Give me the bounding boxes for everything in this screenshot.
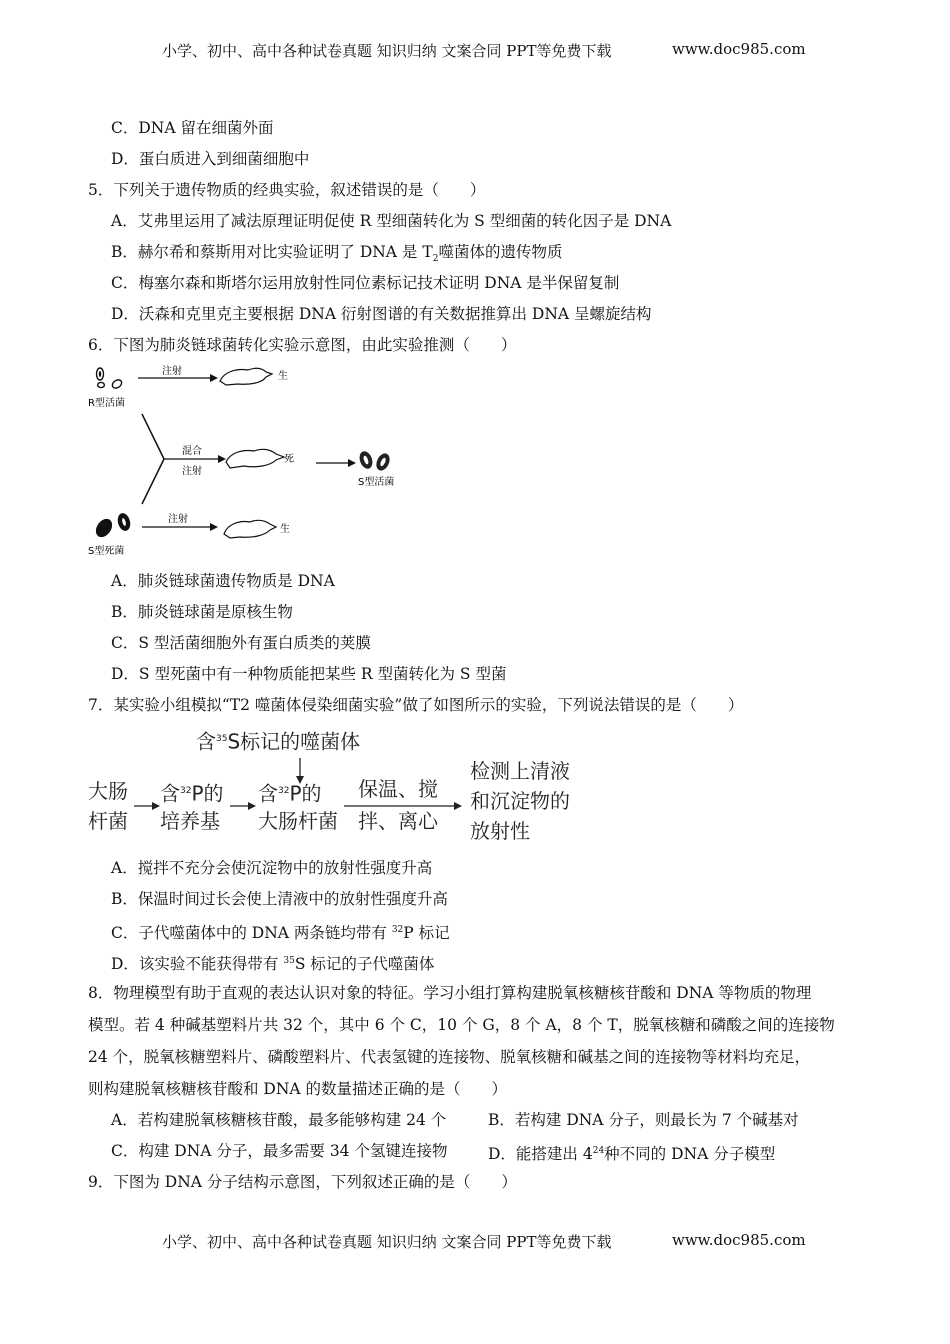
fig7-top-pre: 含 [196, 729, 216, 754]
q7-option-c [111, 919, 450, 944]
q6-option-b: B．肺炎链球菌是原核生物 [111, 603, 293, 621]
q7-stem: 7．某实验小组模拟“T2 噬菌体侵染细菌实验”做了如图所示的实验，下列说法错误的是（ ） [88, 696, 744, 714]
fig7-b5b: 和沉淀物的 [470, 789, 570, 813]
q8-option-b: B．若构建 DNA 分子，则最长为 7 个碱基对 [488, 1111, 799, 1129]
q8-option-a: A．若构建脱氧核糖核苷酸，最多能够构建 24 个 [111, 1111, 447, 1129]
page-header [162, 40, 612, 61]
q7-c-pre: C．子代噬菌体中的 DNA 两条链均带有 [111, 924, 392, 943]
s-dead-label: S型死菌 [88, 546, 125, 557]
arrowhead-icon [248, 802, 256, 810]
live-label-bottom: 生 [280, 524, 290, 535]
footer-text: 小学、初中、高中各种试卷真题 知识归纳 文案合同 PPT等免费下载 [162, 1233, 612, 1251]
fig7-b3b: 大肠杆菌 [258, 809, 338, 833]
fig7-b2a [160, 776, 224, 809]
inject-label-mid: 注射 [182, 466, 202, 477]
fig7-b4b: 拌、离心 [358, 809, 438, 833]
q5-option-d: D．沃森和克里克主要根据 DNA 衍射图谱的有关数据推算出 DNA 呈螺旋结构 [111, 305, 652, 323]
fig7-b1b: 杆菌 [88, 809, 128, 833]
r-bacteria-icon [97, 368, 124, 390]
q6-option-d: D．S 型死菌中有一种物质能把某些 R 型菌转化为 S 型菌 [111, 665, 507, 683]
footer-site[interactable] [672, 1231, 806, 1249]
q8-stem-line4: 则构建脱氧核糖核苷酸和 DNA 的数量描述正确的是（ ） [88, 1080, 508, 1098]
fig7-b3a [258, 776, 322, 809]
q7-d-sup: 35 [283, 956, 295, 966]
q8-option-c: C．构建 DNA 分子，最多需要 34 个氢键连接物 [111, 1142, 448, 1160]
q7-c-post: P 标记 [403, 924, 450, 943]
fig7-b5a: 检测上清液 [470, 759, 570, 783]
r-live-label: R型活菌 [88, 398, 125, 409]
q7-c-sup: 32 [391, 925, 404, 935]
fig7-b2a-pre: 含 [160, 781, 180, 806]
s-dead-bacteria-icon [93, 512, 133, 540]
page-footer [162, 1231, 612, 1252]
q6-stem: 6．下图为肺炎链球菌转化实验示意图，由此实验推测（ ） [88, 336, 517, 354]
q4-option-d: D．蛋白质进入到细菌细胞中 [111, 150, 310, 168]
q4-option-c: C．DNA 留在细菌外面 [111, 119, 274, 137]
q5-stem: 5．下列关于遗传物质的经典实验，叙述错误的是（ ） [88, 181, 486, 199]
mouse-icon [226, 449, 284, 468]
q8-d-pre: D．能搭建出 4 [488, 1145, 593, 1164]
q6-option-c: C．S 型活菌细胞外有蛋白质类的荚膜 [111, 634, 371, 652]
q7-d-post: S 标记的子代噬菌体 [294, 955, 435, 974]
header-site-link[interactable]: www.doc985.com [672, 40, 806, 58]
q8-d-post: 种不同的 DNA 分子模型 [604, 1145, 776, 1164]
fig7-b2a-sup: 32 [180, 786, 192, 796]
header-site[interactable] [672, 40, 806, 58]
fig7-b1a: 大肠 [88, 779, 128, 803]
inject-label-top: 注射 [162, 366, 182, 377]
q6-option-a: A．肺炎链球菌遗传物质是 DNA [111, 572, 335, 590]
inject-label-bottom: 注射 [168, 514, 188, 525]
q7-option-d [111, 950, 434, 975]
q5-option-c: C．梅塞尔森和斯塔尔运用放射性同位素标记技术证明 DNA 是半保留复制 [111, 274, 620, 292]
q6-figure [86, 362, 416, 562]
fig7-b3a-pre: 含 [258, 781, 278, 806]
fig7-top-sup: 35 [216, 734, 228, 744]
q5-option-a: A．艾弗里运用了减法原理证明促使 R 型细菌转化为 S 型细菌的转化因子是 DNA [111, 212, 672, 230]
q8-d-sup: 24 [592, 1146, 605, 1156]
fig7-b3a-post: P的 [289, 781, 322, 806]
fig7-b4a: 保温、搅 [358, 777, 438, 801]
live-label-top: 生 [278, 371, 288, 382]
dead-label: 死 [284, 454, 294, 465]
fig7-b2a-post: P的 [191, 781, 224, 806]
s-live-bacteria-icon [357, 449, 392, 472]
mix-label: 混合 [182, 446, 202, 457]
fig7-b2b: 培养基 [160, 809, 220, 833]
q8-stem-line1: 8．物理模型有助于直观的表达认识对象的特征。学习小组打算构建脱氧核糖核苷酸和 DNA 等物质的物理 [88, 984, 812, 1002]
arrowhead-icon [218, 455, 226, 463]
q5-option-b [111, 241, 562, 270]
footer-site-link[interactable]: www.doc985.com [672, 1231, 806, 1249]
connector-lower [142, 459, 164, 504]
q8-option-d [488, 1140, 775, 1165]
q9-stem: 9．下图为 DNA 分子结构示意图，下列叙述正确的是（ ） [88, 1173, 517, 1191]
header-text: 小学、初中、高中各种试卷真题 知识归纳 文案合同 PPT等免费下载 [162, 42, 612, 60]
q7-figure [86, 724, 606, 854]
q5-b-sub: 2 [432, 254, 439, 265]
q5-b-pre: B．赫尔希和蔡斯用对比实验证明了 DNA 是 T [111, 243, 433, 261]
q8-stem-line2: 模型。若 4 种碱基塑料片共 32 个，其中 6 个 C，10 个 G，8 个 A，8 个 T，脱氧核糖和磷酸之间的连接物 [88, 1016, 835, 1034]
q8-stem-line3: 24 个，脱氧核糖塑料片、磷酸塑料片、代表氢键的连接物、脱氧核糖和碱基之间的连接物等材料均充足， [88, 1048, 811, 1066]
arrowhead-icon [348, 459, 356, 467]
q7-option-a: A．搅拌不充分会使沉淀物中的放射性强度升高 [111, 859, 433, 877]
mouse-icon [224, 520, 276, 538]
q7-d-pre: D．该实验不能获得带有 [111, 955, 284, 974]
mouse-icon [220, 368, 272, 385]
fig7-b3a-sup: 32 [278, 786, 290, 796]
arrowhead-icon [454, 802, 462, 810]
fig7-b5c: 放射性 [470, 819, 530, 843]
arrowhead-icon [210, 374, 218, 382]
connector-upper [142, 414, 164, 459]
q7-option-b: B．保温时间过长会使上清液中的放射性强度升高 [111, 890, 448, 908]
arrowhead-icon [210, 523, 218, 531]
fig7-top-post: S标记的噬菌体 [227, 729, 361, 754]
q5-b-post: 噬菌体的遗传物质 [438, 243, 563, 261]
arrowhead-icon [152, 802, 160, 810]
s-live-label: S型活菌 [358, 477, 395, 488]
